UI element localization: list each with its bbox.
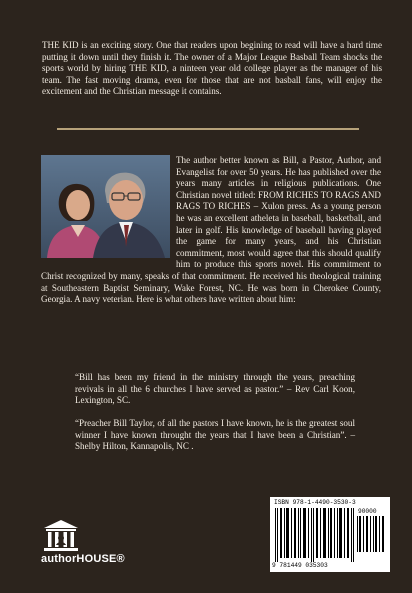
addon-barcode-bars bbox=[356, 516, 386, 552]
publisher-logo bbox=[41, 518, 111, 576]
ean-barcode-bars bbox=[273, 508, 355, 562]
book-blurb: THE KID is an exciting story. One that readers upon begining to read will have a hard time putting it down until they finish it. The owner of a Major League Basball Team shocks the sports world by hiring THE KID, a ninteen year old college player as the manager of his team. The fast moving drama, even for those that are not basball fans, will enjoy the excitement and the Christian message it contains. bbox=[42, 40, 382, 97]
publisher-name: authorHOUSE® bbox=[41, 553, 125, 565]
photo-wrap-spacer bbox=[41, 155, 176, 260]
ean-digits: 9 781449 035303 bbox=[272, 562, 328, 569]
testimonial-quote-2: “Preacher Bill Taylor, of all the pastors I have known, he is the greatest soul winner I have known throught the years that I have been a Christian”. – Shelby Hilton, Kannapolis, NC . bbox=[75, 418, 355, 452]
divider-line bbox=[57, 128, 359, 130]
isbn-number: ISBN 978-1-4490-3530-3 bbox=[274, 499, 356, 506]
author-bio bbox=[41, 155, 381, 306]
author-bio-text: The author better known as Bill, a Pastor, Author, and Evangelist for over 50 years. He has published over the years many articles in religious publications. One Christian novel titled: FROM RICHES TO RAGS AND RAGS TO RICHES – Xulon press. As a young person he was an excellent atheleta in baseball, basketball, and later in golf. His knowledge of baseball having played the game for many years, and his Christian commitment, most would agree that this should qualify him to produce this sports novel. His commitment to Christ recognized by many, speaks of that commitment. He received his theological training at Southeastern Baptist Seminary, Wake Forest, NC. He was born in Cherokee County, Georgia. A navy veterian. Here is what others have written about him: bbox=[41, 155, 381, 305]
book-columns-icon bbox=[41, 518, 81, 552]
isbn-barcode bbox=[270, 497, 390, 572]
price-code: 90000 bbox=[358, 508, 377, 515]
testimonial-quote-1: “Bill has been my friend in the ministry through the years, preaching revivals in all the 6 churches I have served as pastor.” – Rev Carl Koon, Lexington, SC. bbox=[75, 372, 355, 406]
